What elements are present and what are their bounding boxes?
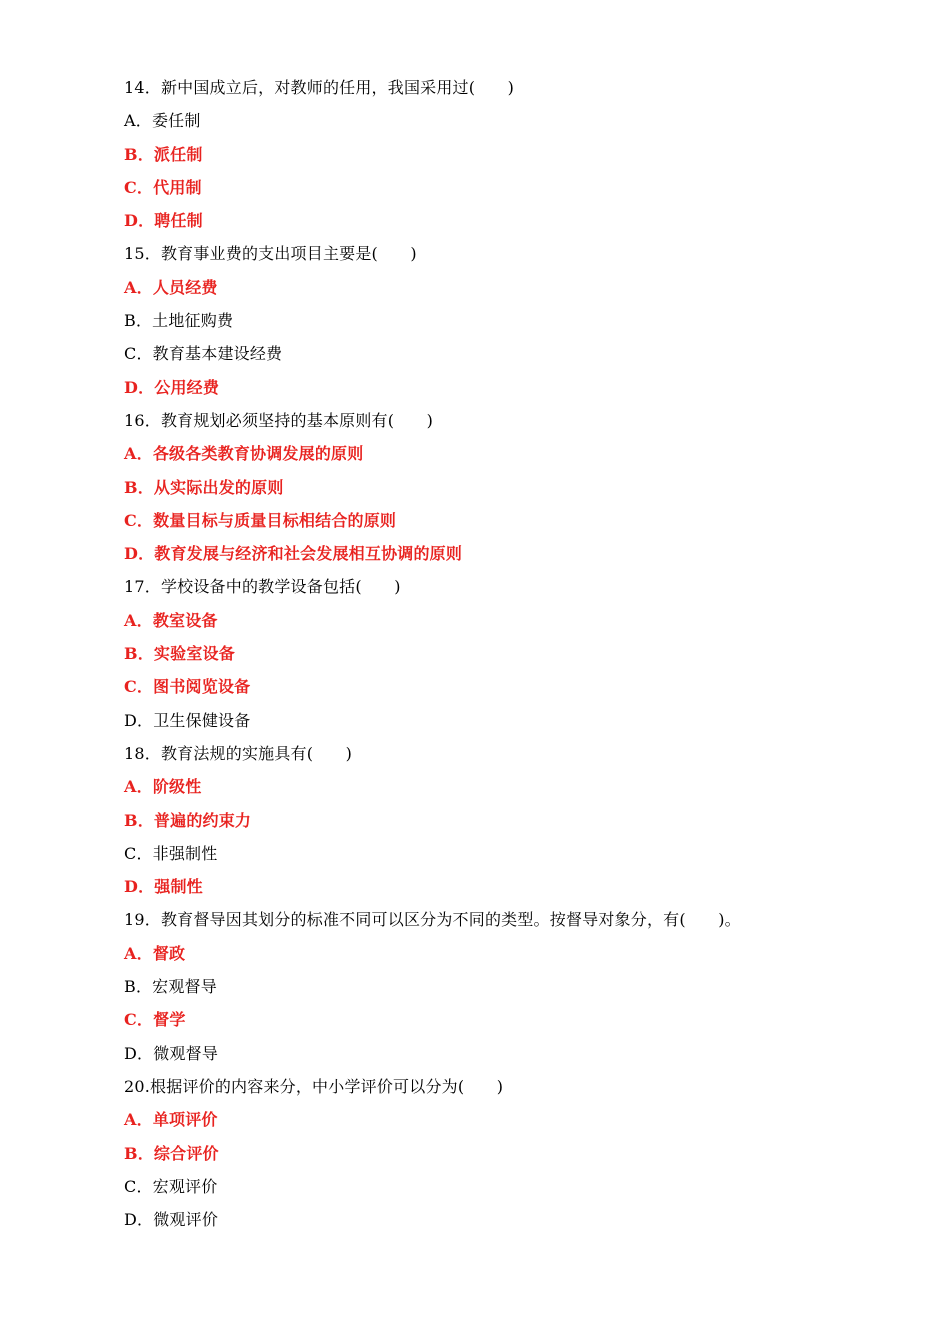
answer-option-correct: A．人员经费 bbox=[124, 277, 218, 297]
answer-option-correct: B．普遍的约束力 bbox=[124, 810, 252, 830]
answer-option: D．微观评价 bbox=[124, 1210, 219, 1230]
answer-option: B．宏观督导 bbox=[124, 977, 217, 997]
answer-option: B．土地征购费 bbox=[124, 311, 234, 331]
answer-option-correct: C．数量目标与质量目标相结合的原则 bbox=[124, 510, 397, 530]
answer-option-correct: A．阶级性 bbox=[124, 777, 202, 797]
answer-option-correct: A．教室设备 bbox=[124, 610, 218, 630]
answer-option-correct: B．实验室设备 bbox=[124, 644, 235, 664]
answer-option: C．教育基本建设经费 bbox=[124, 344, 283, 364]
answer-option-correct: A．各级各类教育协调发展的原则 bbox=[124, 444, 364, 464]
question-text: 14．新中国成立后，对教师的任用，我国采用过( ) bbox=[124, 78, 515, 97]
answer-option: D．微观督导 bbox=[124, 1043, 219, 1063]
answer-option-correct: B．综合评价 bbox=[124, 1143, 219, 1163]
question-document bbox=[124, 76, 904, 1241]
question-text: 19．教育督导因其划分的标准不同可以区分为不同的类型。按督导对象分，有( )。 bbox=[124, 910, 741, 930]
answer-option-correct: D．公用经费 bbox=[124, 377, 220, 397]
answer-option-correct: D．聘任制 bbox=[124, 211, 203, 231]
question-text: 20.根据评价的内容来分，中小学评价可以分为( ) bbox=[124, 1076, 504, 1096]
answer-option-correct: C．图书阅览设备 bbox=[124, 677, 251, 697]
answer-option: A．委任制 bbox=[124, 111, 201, 131]
answer-option-correct: B．派任制 bbox=[124, 144, 203, 164]
answer-option: C．宏观评价 bbox=[124, 1176, 218, 1196]
answer-option-correct: D．强制性 bbox=[124, 877, 203, 897]
question-text: 15．教育事业费的支出项目主要是( ) bbox=[124, 244, 417, 264]
question-text: 18．教育法规的实施具有( ) bbox=[124, 743, 353, 763]
question-text: 17．学校设备中的教学设备包括( ) bbox=[124, 577, 401, 597]
question-text: 16．教育规划必须坚持的基本原则有( ) bbox=[124, 410, 434, 430]
answer-option-correct: D．教育发展与经济和社会发展相互协调的原则 bbox=[124, 544, 463, 564]
answer-option: C．非强制性 bbox=[124, 843, 218, 863]
answer-option-correct: B．从实际出发的原则 bbox=[124, 477, 284, 497]
answer-option-correct: A．单项评价 bbox=[124, 1110, 218, 1130]
answer-option-correct: C．代用制 bbox=[124, 177, 202, 197]
answer-option: D．卫生保健设备 bbox=[124, 710, 251, 730]
answer-option-correct: C．督学 bbox=[124, 1010, 186, 1030]
answer-option-correct: A．督政 bbox=[124, 943, 186, 963]
